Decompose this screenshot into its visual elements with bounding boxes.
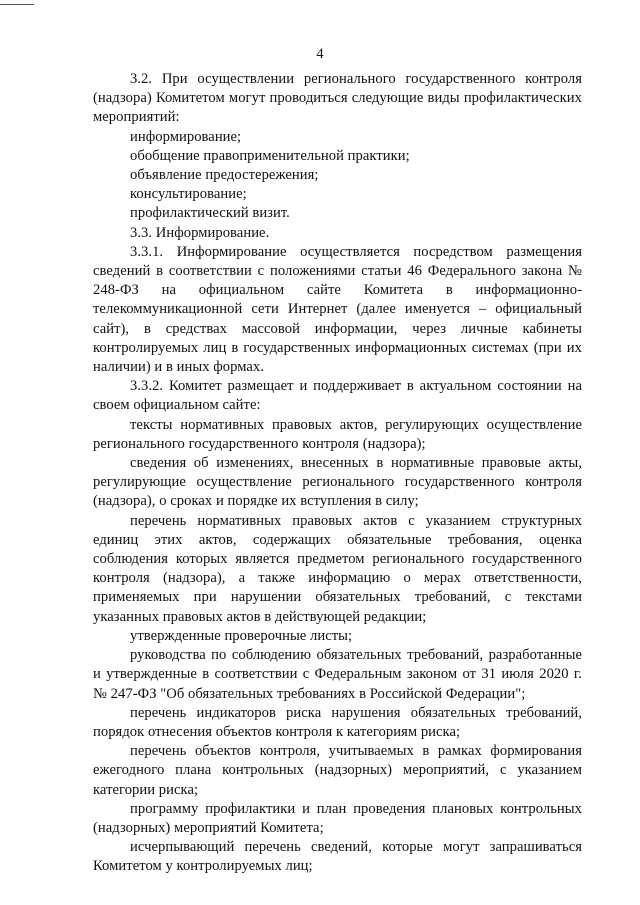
- page-number: 4: [316, 46, 324, 62]
- list-item-acts-list: перечень нормативных правовых актов с указанием структурных единиц этих актов, содержащих обязательные требования, оценка соблюдения которых является предметом регионального государственного контроля (надзора), а также информацию о мерах ответственности, применяемых при нарушении обязательных требований, с текстами указанных правовых актов в действующей редакции;: [93, 512, 582, 625]
- paragraph-3-3-1: 3.3.1. Информирование осуществляется посредством размещения сведений в соответствии с положениями статьи 46 Федерального закона № 248-ФЗ на официальном сайте Комитета в информационно-телекоммуникационной сети Интернет (далее именуется – официальный сайт), в средствах массовой информации, через личные кабинеты контролируемых лиц в государственных информационных системах (при их наличии) и в иных формах.: [93, 243, 582, 376]
- paragraph-3-3-2: 3.3.2. Комитет размещает и поддерживает в актуальном состоянии на своем официальном сайте:: [93, 378, 582, 414]
- paragraph-3-3: 3.3. Информирование.: [130, 224, 270, 241]
- scan-corner-mark: [0, 4, 34, 5]
- list-item-guidelines: руководства по соблюдению обязательных требований, разработанные и утвержденные в соответствии с Федеральным законом от 31 июля 2020 г. № 247-ФЗ "Об обязательных требованиях в Российской Федерации";: [93, 647, 582, 702]
- list-item-legal-texts: тексты нормативных правовых актов, регулирующих осуществление регионального государственного контроля (надзора);: [93, 416, 582, 452]
- list-item-visit: профилактический визит.: [130, 205, 290, 222]
- list-item-risk-indicators: перечень индикаторов риска нарушения обязательных требований, порядок отнесения объектов контроля к категориям риска;: [93, 704, 582, 740]
- list-item-control-objects: перечень объектов контроля, учитываемых в рамках формирования ежегодного плана контрольных (надзорных) мероприятий, с указанием категории риска;: [93, 743, 582, 798]
- list-item-checklists: утвержденные проверочные листы;: [130, 627, 353, 644]
- list-item-informing: информирование;: [130, 128, 242, 145]
- list-item-generalization: обобщение правоприменительной практики;: [130, 147, 410, 164]
- list-item-changes: сведения об изменениях, внесенных в нормативные правовые акты, регулирующие осуществление регионального государственного контроля (надзора), о сроках и порядке их вступления в силу;: [93, 455, 582, 510]
- paragraph-3-2: 3.2. При осуществлении регионального государственного контроля (надзора) Комитетом могут проводиться следующие виды профилактических мероприятий:: [93, 71, 582, 126]
- list-item-consulting: консультирование;: [130, 186, 247, 203]
- list-item-warning: объявление предостережения;: [130, 167, 319, 184]
- list-item-requested-info: исчерпывающий перечень сведений, которые могут запрашиваться Комитетом у контролируемых лиц;: [93, 839, 582, 875]
- list-item-prevention-program: программу профилактики и план проведения плановых контрольных (надзорных) мероприятий Комитета;: [93, 800, 582, 836]
- document-body: [93, 70, 582, 877]
